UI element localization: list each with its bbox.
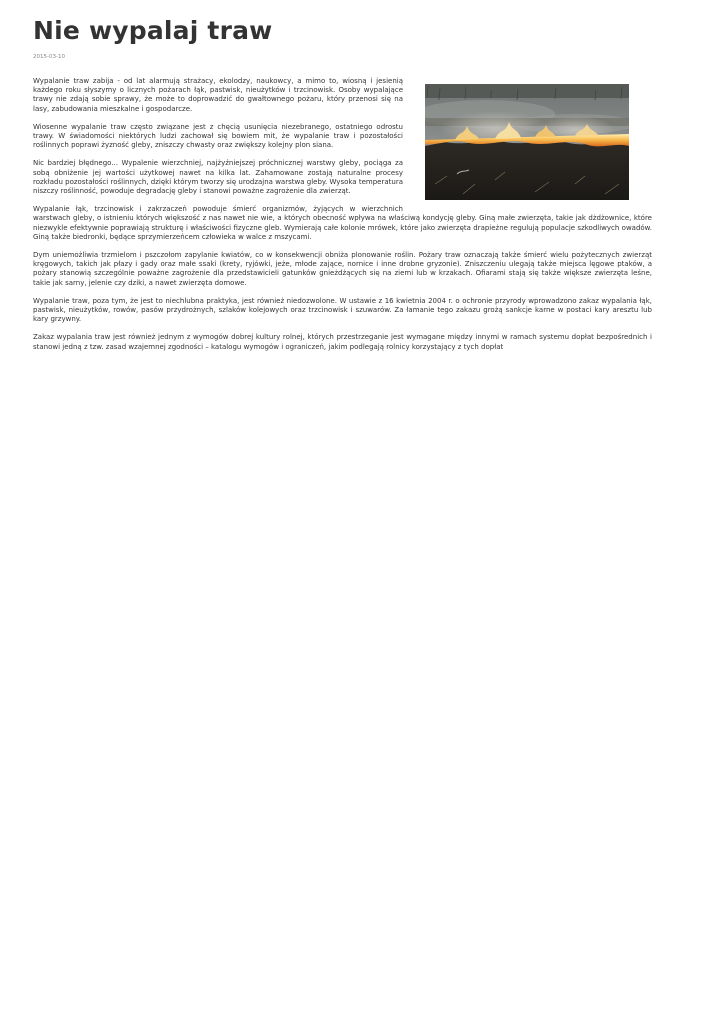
article-paragraph: Wypalanie traw, poza tym, że jest to niechlubna praktyka, jest również niedozwolone. W ustawie z 16 kwietnia 2004 r. o ochronie przyrody wprowadzono zakaz wypalania łąk, pastwisk, nieużytków, rowów, pasów przydrożnych, szlaków kolejowych oraz trzcinowisk i szuwarów. Za łamanie tego zakazu grożą sankcje karne w postaci kary aresztu lub kary grzywny.	[33, 296, 652, 324]
article-paragraph: Wiosenne wypalanie traw często związane jest z chęcią usunięcia niezebranego, ostatniego odrostu trawy. W świadomości niektórych ludzi zachował się bowiem mit, że wypalanie traw i pozostałości roślinnych poprawi żyzność gleby, zniszczy chwasty oraz zwiększy kolejny plon siana.	[33, 122, 403, 150]
article-date: 2015-03-10	[33, 54, 65, 60]
burning-grass-photo	[425, 84, 629, 200]
page-title: Nie wypalaj traw	[33, 16, 273, 45]
article-body	[33, 77, 652, 352]
article-paragraph: Dym uniemożliwia trzmielom i pszczołom zapylanie kwiatów, co w konsekwencji obniża plonowanie roślin. Pożary traw oznaczają także śmierć wielu pożytecznych zwierząt kręgowych, takich jak płazy i gady oraz małe ssaki (krety, ryjówki, jeże, młode zające, nornice i inne drobne gryzonie). Zniszczeniu ulegają także miejsca lęgowe ptaków, a pożary stanowią szczególnie poważne zagrożenie dla przedstawicieli gatunków gnieżdżących się na ziemi lub w krzakach. Ofiarami stają się także większe zwierzęta leśne, takie jak sarny, jelenie czy dziki, a nawet zwierzęta domowe.	[33, 251, 652, 287]
article-paragraph: Wypalanie traw zabija - od lat alarmują strażacy, ekolodzy, naukowcy, a mimo to, wiosną i jesienią każdego roku słyszymy o licznych pożarach łąk, pastwisk, nieużytków i trzcinowisk. Osoby wypalające trawy nie zdają sobie sprawy, że może to doprowadzić do gwałtownego pożaru, który przenosi się na lasy, zabudowania mieszkalne i gospodarcze.	[33, 77, 403, 113]
article-paragraph: Wypalanie łąk, trzcinowisk i zakrzaczeń powoduje śmierć organizmów, żyjących w wierzchnich warstwach gleby, o istnieniu których większość z nas nawet nie wie, a których obecność wpływa na właściwą kondycję gleby. Giną małe zwierzęta, takie jak dżdżownice, które niezwykle efektywnie poprawiają strukturę i właściwości fizyczne gleb. Wymierają całe kolonie mrówek, które jako zwierzęta drapieżne regulują populacje szkodliwych owadów. Giną także biedronki, będące sprzymierzeńcem człowieka w walce z mszycami.	[33, 205, 652, 241]
article-paragraph: Nic bardziej błędnego... Wypalenie wierzchniej, najżyźniejszej próchnicznej warstwy gleby, pociąga za sobą obniżenie jej wartości użytkowej nawet na kilka lat. Zahamowane zostają naturalne procesy rozkładu pozostałości roślinnych, dzięki którym tworzy się urodzajna warstwa gleby. Wysoka temperatura niszczy roślinność, powoduje degradację gleby i stanowi poważne zagrożenie dla zwierząt.	[33, 159, 403, 196]
article-paragraph: Zakaz wypalania traw jest również jednym z wymogów dobrej kultury rolnej, których przestrzeganie jest wymagane między innymi w ramach systemu dopłat bezpośrednich i stanowi jedną z tzw. zasad wzajemnej zgodności – katalogu wymogów i ograniczeń, jakim podlegają rolnicy korzystający z tych dopłat	[33, 333, 652, 351]
article	[33, 0, 652, 361]
